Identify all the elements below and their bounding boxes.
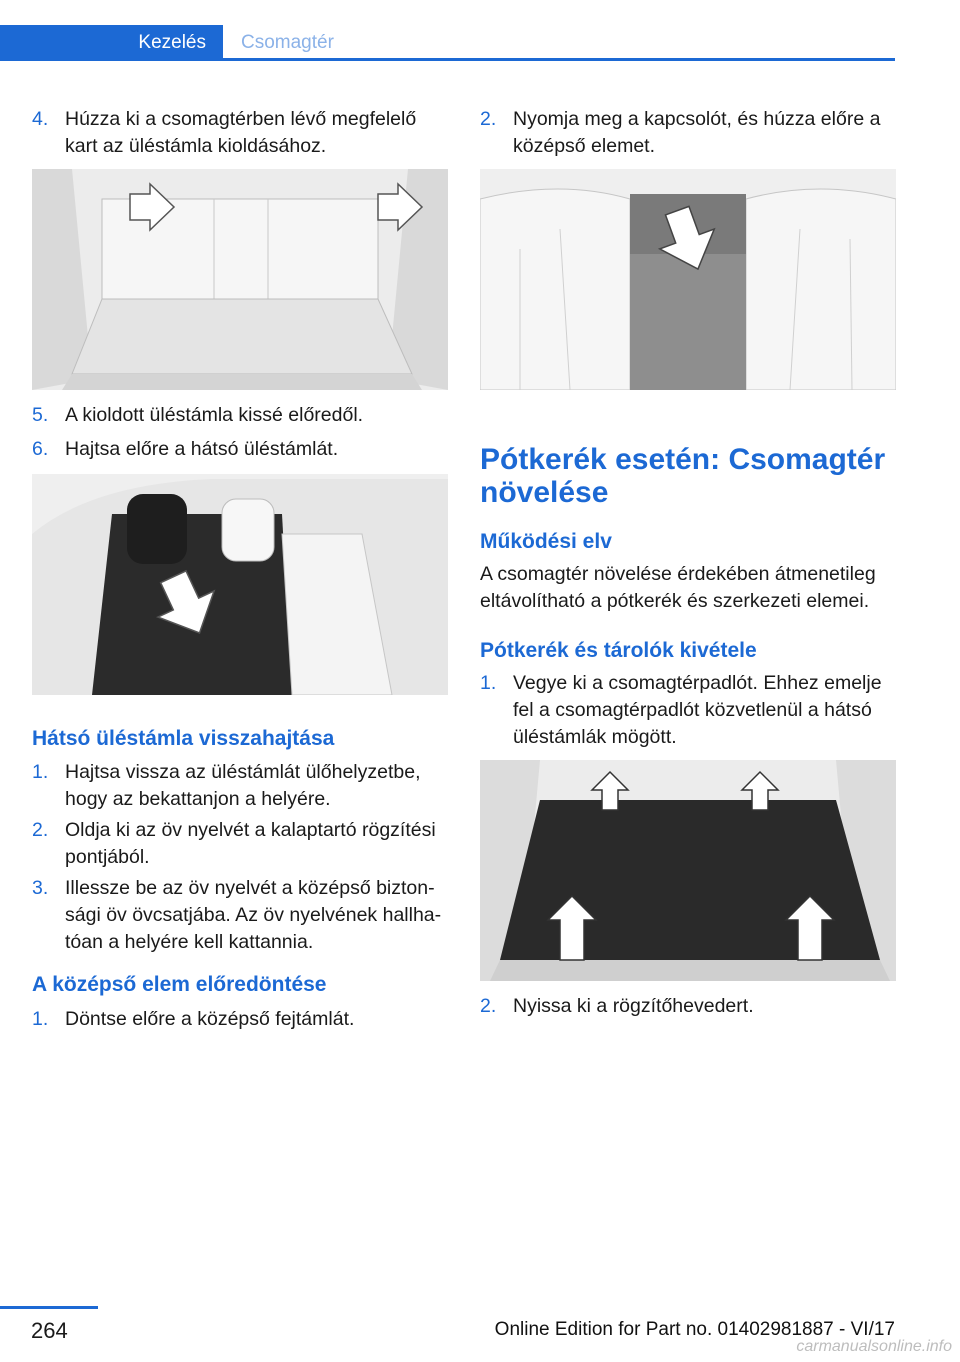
- trunk-levers-illustration: [32, 169, 448, 390]
- tab-kezeles[interactable]: Kezelés: [0, 25, 223, 61]
- rear-seat-fold-illustration: [32, 474, 448, 695]
- step-number: 3.: [32, 877, 49, 899]
- heading-spare-wheel: Pótkerék esetén: Csomagtér növelése: [480, 443, 886, 509]
- step-text: Hajtsa vissza az üléstámlát ülőhelyzetbe, hogy az bekattanjon a helyére.: [65, 761, 421, 810]
- step-text: Illessze be az öv nyelvét a középső biztonsági öv övcsatjába. Az öv nyelvének hallhatóan a helyére kell kattannia.: [65, 877, 442, 953]
- step-number: 5.: [32, 404, 49, 426]
- step-text: Vegye ki a csomagtérpadlót. Ehhez emelje fel a csomagtérpadlót közvetlenül a hátsó üléstámlák mögött.: [513, 672, 882, 748]
- heading-middle-element: A középső elem előredöntése: [32, 973, 327, 996]
- tab-csomagter[interactable]: Csomagtér: [241, 32, 334, 53]
- header-divider: [223, 58, 895, 61]
- header-tabs: [0, 25, 895, 61]
- edition-text: Online Edition for Part no. 01402981887 - VI/17: [494, 1319, 895, 1340]
- step-number: 4.: [32, 108, 49, 130]
- step-text: Hajtsa előre a hátsó üléstámlát.: [65, 438, 339, 460]
- step-text: Nyomja meg a kapcsolót, és húzza előre a középső elemet.: [513, 108, 881, 157]
- trunk-floor-illustration: [480, 760, 896, 981]
- step-number: 1.: [480, 672, 497, 694]
- footer-divider: [0, 1306, 98, 1309]
- heading-principle: Működési elv: [480, 530, 612, 553]
- step-number: 2.: [32, 819, 49, 841]
- middle-element-illustration: [480, 169, 896, 390]
- step-text: Húzza ki a csomagtérben lévő megfelelő kart az üléstámla kioldásához.: [65, 108, 417, 157]
- step-number: 1.: [32, 761, 49, 783]
- step-text: Oldja ki az öv nyelvét a kalaptartó rögzítési pontjából.: [65, 819, 436, 868]
- heading-removal: Pótkerék és tárolók kivétele: [480, 639, 757, 662]
- principle-text: A csomagtér növelése érdekében átmenetileg eltávolítható a pótkerék és szerkezeti elemei.: [480, 563, 876, 612]
- page-number: 264: [31, 1318, 68, 1343]
- step-text: A kioldott üléstámla kissé előredől.: [65, 404, 364, 426]
- heading-fold-back: Hátsó üléstámla visszahajtása: [32, 727, 335, 750]
- step-number: 2.: [480, 108, 497, 130]
- step-text: Döntse előre a középső fejtámlát.: [65, 1008, 355, 1030]
- step-number: 2.: [480, 995, 497, 1017]
- step-number: 6.: [32, 438, 49, 460]
- watermark: carmanualsonline.info: [796, 1338, 952, 1355]
- step-number: 1.: [32, 1008, 49, 1030]
- step-text: Nyissa ki a rögzítőhevedert.: [513, 995, 754, 1017]
